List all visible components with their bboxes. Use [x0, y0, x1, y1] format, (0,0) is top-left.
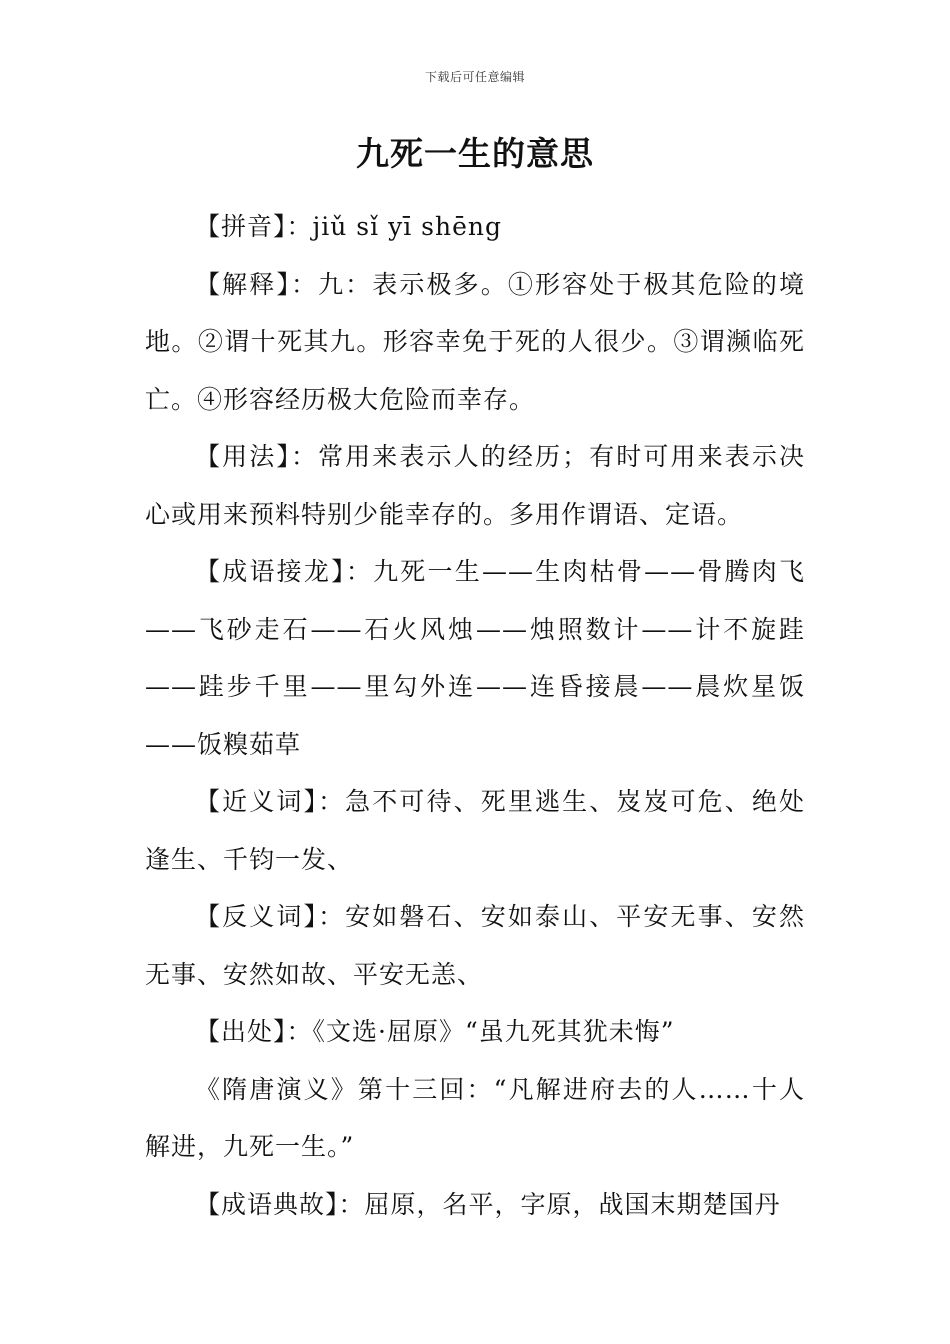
- paragraph-allusion: 【成语典故】：屈原，名平，字原，战国末期楚国丹: [195, 1189, 781, 1219]
- paragraph-usage: 【用法】：常用来表示人的经历；有时可用来表示决心或用来预料特别少能幸存的。多用作谓语、定语。: [145, 442, 805, 529]
- header-note: 下载后可任意编辑: [424, 70, 525, 84]
- paragraph-pinyin: 【拼音】：jiǔ sǐ yī shēng: [195, 212, 502, 241]
- paragraph-source-quote: 《隋唐演义》第十三回：“凡解进府去的人……十人解进，九死一生。”: [145, 1074, 805, 1161]
- paragraph-idiom-chain: 【成语接龙】：九死一生——生肉枯骨——骨腾肉飞——飞砂走石——石火风烛——烛照数计——计不旋跬——跬步千里——里勾外连——连昏接晨——晨炊星饭——饭糗茹草: [145, 557, 805, 759]
- paragraph-antonyms: 【反义词】：安如磐石、安如泰山、平安无事、安然无事、安然如故、平安无恙、: [145, 902, 805, 989]
- paragraph-source: 【出处】：《文选·屈原》“虽九死其犹未悔”: [195, 1017, 675, 1046]
- paragraph-synonyms: 【近义词】：急不可待、死里逃生、岌岌可危、绝处逢生、千钧一发、: [145, 787, 805, 874]
- paragraph-explanation: 【解释】：九：表示极多。①形容处于极其危险的境地。②谓十死其九。形容幸免于死的人很少。③谓濒临死亡。④形容经历极大危险而幸存。: [145, 269, 805, 414]
- document-body: [145, 198, 805, 1233]
- page-title: 九死一生的意思: [356, 134, 594, 173]
